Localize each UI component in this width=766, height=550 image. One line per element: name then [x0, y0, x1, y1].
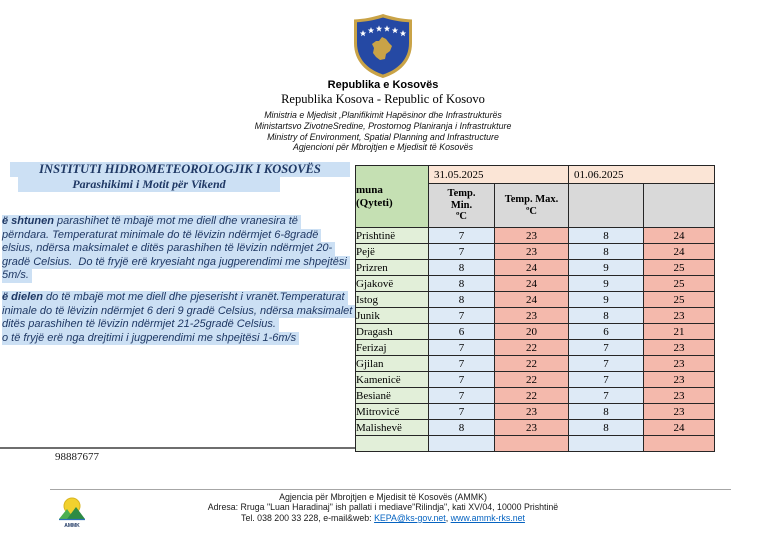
footer-contact-line: [0, 513, 766, 523]
city-cell: Junik: [356, 308, 429, 324]
temperature-table: [355, 165, 715, 452]
temp-max-cell: 23: [495, 244, 569, 260]
kosovo-coat-of-arms-icon: [352, 13, 414, 79]
table-row: [356, 276, 715, 292]
temp-max-cell: 23: [495, 404, 569, 420]
temp-min-cell: 6: [429, 324, 495, 340]
temp-min-cell: 8: [429, 420, 495, 436]
city-cell: Gjilan: [356, 356, 429, 372]
temp-max-cell: 23: [644, 308, 715, 324]
sunday-forecast: [2, 291, 355, 345]
website-link[interactable]: www.ammk-rks.net: [450, 512, 525, 523]
temp-max-cell: 24: [644, 244, 715, 260]
temp-min-cell: 8: [569, 308, 644, 324]
temp-min-cell: 8: [429, 292, 495, 308]
temp-min-cell: 8: [569, 420, 644, 436]
temp-min-cell: 7: [429, 244, 495, 260]
temp-max-cell: [495, 436, 569, 452]
table-row: [356, 340, 715, 356]
temp-min-cell: 7: [429, 372, 495, 388]
temp-max-header-line: Temp. Max.: [504, 194, 559, 205]
temp-min-header: [429, 184, 495, 228]
city-cell: Mitrovicë: [356, 404, 429, 420]
city-column-header: [356, 166, 429, 228]
table-row: [356, 356, 715, 372]
table-row: [356, 260, 715, 276]
table-row: [356, 420, 715, 436]
temp-min-cell: 6: [569, 324, 644, 340]
footer-contact-prefix: Tel. 038 200 33 228, e-mail&web:: [241, 512, 375, 523]
saturday-forecast: [2, 215, 350, 283]
temp-min-cell: 8: [569, 228, 644, 244]
empty-subheader-cell: [644, 184, 715, 228]
forecast-subtitle: Parashikimi i Motit për Vikend: [18, 177, 280, 192]
temp-max-header: [495, 184, 569, 228]
temp-min-cell: 8: [569, 404, 644, 420]
city-header-line: muna: [356, 184, 383, 196]
table-row: [356, 324, 715, 340]
ministry-line: Ministartsvo ZivotneSredine, Prostornog Planiranja i Infrastrukture: [254, 120, 512, 131]
temp-min-header-line: Temp.: [447, 188, 476, 200]
temp-min-cell: 7: [429, 340, 495, 356]
city-cell: Malishevë: [356, 420, 429, 436]
temp-max-cell: 23: [644, 340, 715, 356]
city-header-line: (Qyteti): [356, 196, 393, 209]
temp-min-cell: 7: [569, 388, 644, 404]
city-cell: Kamenicë: [356, 372, 429, 388]
forecast-line: 5m/s.: [2, 269, 32, 283]
table-row: [356, 228, 715, 244]
temp-max-cell: 23: [644, 388, 715, 404]
temp-max-cell: 24: [495, 260, 569, 276]
temp-max-cell: 25: [644, 276, 715, 292]
temp-max-cell: 23: [495, 308, 569, 324]
temp-min-cell: 7: [429, 404, 495, 420]
temp-max-cell: 24: [495, 292, 569, 308]
institute-title: INSTITUTI HIDROMETEOROLOGJIK I KOSOVËS: [10, 162, 350, 177]
temp-min-cell: 8: [429, 276, 495, 292]
date-header-row: [356, 166, 715, 184]
table-row: [356, 388, 715, 404]
temp-max-cell: 23: [644, 404, 715, 420]
forecast-line: ditës parashihen të lëvizin ndërmjet 21-25gradë Celsius.: [2, 318, 279, 332]
forecast-line: ë dielen do të mbajë mot me diell dhe pjeserisht i vranët.Temperaturat: [2, 291, 348, 305]
temp-max-cell: 23: [644, 372, 715, 388]
temp-min-cell: 9: [569, 292, 644, 308]
temp-max-cell: 24: [644, 420, 715, 436]
forecast-line: inimale do të lëvizin ndërmjet 6 deri 9 gradë Celsius, ndërsa maksimalet: [2, 305, 355, 319]
email-link[interactable]: KEPA@ks-gov.net: [374, 512, 446, 523]
temp-max-cell: 22: [495, 356, 569, 372]
temp-max-header-line: ºC: [525, 205, 538, 217]
table-row: [356, 372, 715, 388]
temp-min-cell: 7: [569, 340, 644, 356]
ministry-line: Ministry of Environment, Spatial Planning and Infrastructure: [267, 131, 499, 142]
footer-contact-separator: ,: [445, 512, 451, 523]
forecast-line: përndara. Temperaturat minimale do të lëvizin ndërmjet 6-8gradë: [2, 229, 321, 243]
city-cell: Prizren: [356, 260, 429, 276]
temp-max-cell: 22: [495, 388, 569, 404]
forecast-line: elsius, ndërsa maksimalet e ditës parashihen të lëvizin ndërmjet 20-: [2, 242, 335, 256]
city-cell: Dragash: [356, 324, 429, 340]
temp-min-cell: 9: [569, 276, 644, 292]
forecast-line: o të fryjë erë nga drejtimi i jugperendimi me shpejtësi 1-6m/s: [2, 332, 299, 346]
ministry-lines: [0, 110, 766, 153]
temp-max-cell: 20: [495, 324, 569, 340]
temp-min-cell: 7: [569, 372, 644, 388]
temp-max-cell: 23: [495, 228, 569, 244]
temp-min-cell: 7: [429, 388, 495, 404]
temp-max-cell: 25: [644, 292, 715, 308]
section-divider: [0, 447, 363, 449]
temp-max-cell: 22: [495, 372, 569, 388]
table-row: [356, 244, 715, 260]
table-row: [356, 404, 715, 420]
temp-min-cell: 7: [429, 356, 495, 372]
ministry-line: Agjencioni për Mbrojtjen e Mjedisit të Kosovës: [293, 142, 473, 153]
empty-subheader-cell: [569, 184, 644, 228]
state-name-multilingual: Republika Kosova - Republic of Kosovo: [281, 92, 485, 106]
logo-text: AMMK: [64, 523, 80, 529]
temp-min-cell: 7: [429, 228, 495, 244]
footer-agency-line: Agjencia për Mbrojtjen e Mjedisit të Kosovës (AMMK): [279, 492, 487, 502]
temp-min-cell: 8: [569, 244, 644, 260]
table-row: [356, 436, 715, 452]
temp-max-cell: [644, 436, 715, 452]
temp-min-cell: 7: [429, 308, 495, 324]
state-name-albanian: Republika e Kosovës: [327, 79, 439, 91]
temp-max-cell: 22: [495, 340, 569, 356]
temp-min-cell: 8: [429, 260, 495, 276]
temp-min-cell: [429, 436, 495, 452]
temp-min-cell: 7: [569, 356, 644, 372]
city-cell: [356, 436, 429, 452]
footer-address-line: Adresa: Rruga "Luan Haradinaj" ish pallati i mediave"Rilindja", kati XV/04, 10000 Prishtinë: [207, 502, 559, 513]
city-cell: Gjakovë: [356, 276, 429, 292]
date-cell-sunday: 01.06.2025: [569, 166, 715, 184]
table-row: [356, 292, 715, 308]
forecast-line: gradë Celsius. Do të fryjë erë kryesiaht nga jugperendimi me shpejtësi: [2, 256, 350, 270]
temp-max-cell: 21: [644, 324, 715, 340]
temp-min-header-line: Min.: [450, 199, 473, 211]
city-cell: Ferizaj: [356, 340, 429, 356]
table-row: [356, 308, 715, 324]
temp-max-cell: 24: [644, 228, 715, 244]
reference-number: 98887677: [55, 451, 99, 463]
temp-max-cell: 24: [495, 276, 569, 292]
temp-max-cell: 23: [495, 420, 569, 436]
temp-min-header-line: ºC: [455, 211, 468, 223]
date-cell-saturday: 31.05.2025: [429, 166, 569, 184]
city-cell: Istog: [356, 292, 429, 308]
forecast-line: ë shtunen parashihet të mbajë mot me diell dhe vranesira të: [2, 215, 301, 229]
footer-divider: [50, 489, 731, 490]
temp-max-cell: 23: [644, 356, 715, 372]
city-cell: Prishtinë: [356, 228, 429, 244]
temp-max-cell: 25: [644, 260, 715, 276]
temperature-table-body: [356, 228, 715, 452]
city-cell: Besianë: [356, 388, 429, 404]
temp-min-cell: 9: [569, 260, 644, 276]
temp-min-cell: [569, 436, 644, 452]
ministry-line: Ministria e Mjedisit ,Planifikimit Hapësinor dhe Infrastrukturës: [264, 110, 502, 120]
footer-text: [0, 492, 766, 523]
city-cell: Pejë: [356, 244, 429, 260]
